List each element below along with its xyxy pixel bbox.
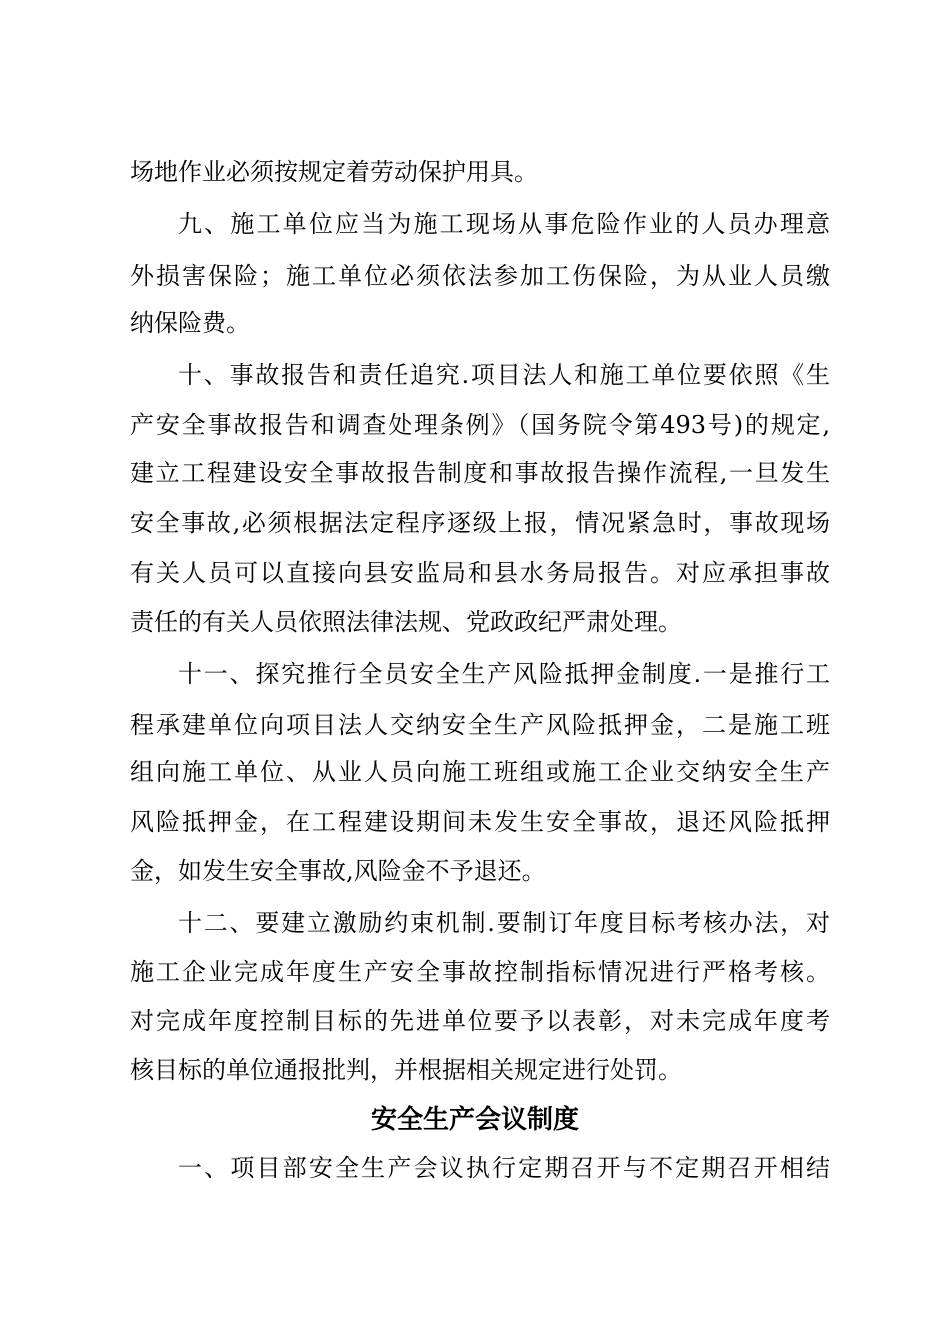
paragraph-line: 建立工程建设安全事故报告制度和事故报告操作流程,一旦发生 [130,459,830,487]
section-heading: 安全生产会议制度 [370,1105,579,1135]
paragraph-line: 一、项目部安全生产会议执行定期召开与不定期召开相结 [178,1154,830,1182]
paragraph-line: 核目标的单位通报批判，并根据相关规定进行处罚。 [130,1056,682,1084]
paragraph-line: 施工企业完成年度生产安全事故控制指标情况进行严格考核。 [130,958,830,986]
paragraph-line: 安全事故,必须根据法定程序逐级上报，情况紧急时，事故现场 [130,509,830,537]
paragraph-line: 产安全事故报告和调查处理条例》（国务院令第493号)的规定, [130,411,830,439]
paragraph-line: 程承建单位向项目法人交纳安全生产风险抵押金，二是施工班 [130,711,830,739]
paragraph-line: 十一、探究推行全员安全生产风险抵押金制度.一是推行工 [178,660,830,688]
paragraph-line: 责任的有关人员依照法律法规、党政政纪严肃处理。 [130,608,682,636]
paragraph-line: 场地作业必须按规定着劳动保护用具。 [130,158,538,186]
paragraph-line: 对完成年度控制目标的先进单位要予以表彰，对未完成年度考 [130,1007,830,1035]
paragraph-line: 金，如发生安全事故,风险金不予退还。 [130,857,546,885]
paragraph-line: 纳保险费。 [130,309,250,337]
paragraph-line: 外损害保险；施工单位必须依法参加工伤保险，为从业人员缴 [130,262,830,290]
paragraph-line: 有关人员可以直接向县安监局和县水务局报告。对应承担事故 [130,559,830,587]
paragraph-line: 十二、要建立激励约束机制.要制订年度目标考核办法，对 [178,909,830,937]
paragraph-line: 九、施工单位应当为施工现场从事危险作业的人员办理意 [178,210,830,238]
paragraph-line: 风险抵押金，在工程建设期间未发生安全事故，退还风险抵押 [130,808,830,836]
paragraph-line: 组向施工单位、从业人员向施工班组或施工企业交纳安全生产 [130,758,830,786]
paragraph-line: 十、事故报告和责任追究.项目法人和施工单位要依照《生 [178,361,830,389]
